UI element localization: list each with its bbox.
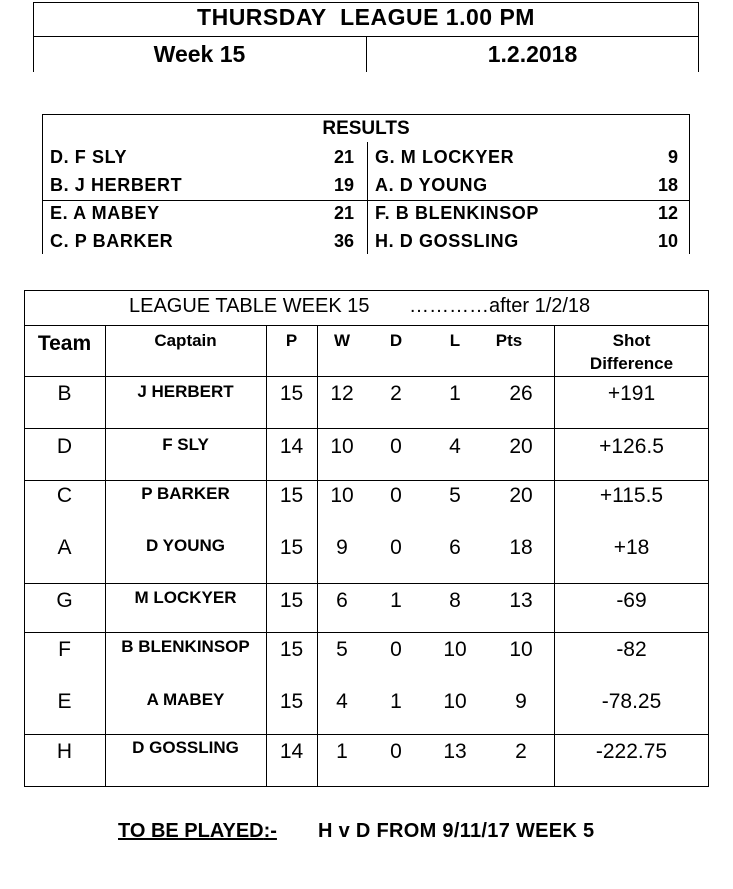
header-l: L xyxy=(449,331,461,350)
points-cell: 10 xyxy=(509,638,533,661)
team-cell: D xyxy=(56,435,73,458)
result-home-name: C. P BARKER xyxy=(50,231,174,251)
drawn-cell: 0 xyxy=(390,484,402,507)
captain-cell: D GOSSLING xyxy=(132,738,239,757)
result-away-name: G. M LOCKYER xyxy=(375,147,515,167)
captain-cell: D YOUNG xyxy=(145,536,226,555)
lost-cell: 5 xyxy=(449,484,461,507)
team-cell: H xyxy=(56,740,73,763)
league-title: THURSDAY LEAGUE 1.00 PM xyxy=(197,4,535,30)
result-home-score: 21 xyxy=(333,147,354,167)
lost-cell: 6 xyxy=(449,536,461,559)
result-away-score: 10 xyxy=(657,231,678,251)
league-table-subtitle: …………after 1/2/18 xyxy=(409,295,591,317)
team-cell: E xyxy=(57,690,72,713)
team-cell: B xyxy=(57,382,72,405)
won-cell: 10 xyxy=(330,435,354,458)
captain-cell: J HERBERT xyxy=(137,382,234,401)
won-cell: 5 xyxy=(336,638,348,661)
header-w: W xyxy=(333,331,351,350)
lost-cell: 1 xyxy=(449,382,461,405)
shot-diff-cell: +115.5 xyxy=(599,484,664,507)
result-away-name: F. B BLENKINSOP xyxy=(375,203,540,223)
result-home-name: E. A MABEY xyxy=(50,203,160,223)
result-home-name: D. F SLY xyxy=(50,147,128,167)
result-away-score: 18 xyxy=(657,175,678,195)
week-label: Week 15 xyxy=(153,41,246,67)
points-cell: 26 xyxy=(509,382,533,405)
shot-diff-cell: -78.25 xyxy=(601,690,662,713)
points-cell: 18 xyxy=(509,536,533,559)
drawn-cell: 0 xyxy=(390,536,402,559)
result-home-score: 21 xyxy=(333,203,354,223)
lost-cell: 4 xyxy=(449,435,461,458)
drawn-cell: 2 xyxy=(390,382,402,405)
team-cell: A xyxy=(57,536,72,559)
played-cell: 15 xyxy=(279,484,304,507)
results-title: RESULTS xyxy=(322,118,410,139)
header-p: P xyxy=(285,331,298,350)
captain-cell: P BARKER xyxy=(141,484,230,503)
to-be-played-separator: :- xyxy=(263,820,277,842)
won-cell: 12 xyxy=(330,382,354,405)
header-pts: Pts xyxy=(495,331,523,350)
result-home-score: 19 xyxy=(333,175,354,195)
drawn-cell: 0 xyxy=(390,638,402,661)
lost-cell: 8 xyxy=(449,589,461,612)
lost-cell: 10 xyxy=(443,638,467,661)
to-be-played-text: TO BE PLAYED xyxy=(118,820,264,842)
drawn-cell: 1 xyxy=(390,690,402,713)
played-cell: 15 xyxy=(279,638,304,661)
captain-cell: B BLENKINSOP xyxy=(121,637,250,656)
footer xyxy=(0,820,733,889)
won-cell: 1 xyxy=(336,740,348,763)
lost-cell: 13 xyxy=(443,740,467,763)
won-cell: 6 xyxy=(336,589,348,612)
played-cell: 14 xyxy=(279,740,304,763)
played-cell: 15 xyxy=(279,382,304,405)
shot-diff-cell: +191 xyxy=(607,382,656,405)
fixture-text: H v D FROM 9/11/17 WEEK 5 xyxy=(318,820,595,842)
won-cell: 10 xyxy=(330,484,354,507)
header-d: D xyxy=(389,331,403,350)
points-cell: 13 xyxy=(509,589,533,612)
date-label: 1.2.2018 xyxy=(487,41,578,67)
result-away-score: 12 xyxy=(657,203,678,223)
shot-diff-cell: +126.5 xyxy=(599,435,664,458)
team-cell: F xyxy=(58,638,71,661)
result-away-name: H. D GOSSLING xyxy=(375,231,519,251)
drawn-cell: 1 xyxy=(390,589,402,612)
team-cell: G xyxy=(56,589,73,612)
header-difference: Difference xyxy=(589,354,674,373)
points-cell: 20 xyxy=(509,484,533,507)
result-away-score: 9 xyxy=(667,147,678,167)
won-cell: 4 xyxy=(336,690,348,713)
captain-cell: F SLY xyxy=(162,435,209,454)
shot-diff-cell: +18 xyxy=(613,536,650,559)
played-cell: 14 xyxy=(279,435,304,458)
header-top-border xyxy=(33,2,699,3)
drawn-cell: 0 xyxy=(390,435,402,458)
league-table-title: LEAGUE TABLE WEEK 15 xyxy=(129,295,370,317)
result-home-score: 36 xyxy=(333,231,354,251)
header-shot: Shot xyxy=(612,331,651,350)
header-team: Team xyxy=(37,332,92,355)
lost-cell: 10 xyxy=(443,690,467,713)
played-cell: 15 xyxy=(279,589,304,612)
played-cell: 15 xyxy=(279,690,304,713)
played-cell: 15 xyxy=(279,536,304,559)
league-table xyxy=(24,290,709,787)
header-box xyxy=(33,2,699,72)
captain-cell: M LOCKYER xyxy=(134,588,237,607)
shot-diff-cell: -222.75 xyxy=(595,740,668,763)
results-box xyxy=(42,114,690,254)
result-home-name: B. J HERBERT xyxy=(50,175,183,195)
captain-cell: A MABEY xyxy=(146,690,225,709)
shot-diff-cell: -82 xyxy=(616,638,647,661)
drawn-cell: 0 xyxy=(390,740,402,763)
header-captain: Captain xyxy=(154,331,217,350)
to-be-played-label xyxy=(118,820,277,843)
points-cell: 2 xyxy=(515,740,527,763)
team-cell: C xyxy=(56,484,73,507)
points-cell: 9 xyxy=(515,690,527,713)
won-cell: 9 xyxy=(336,536,348,559)
points-cell: 20 xyxy=(509,435,533,458)
shot-diff-cell: -69 xyxy=(616,589,647,612)
result-away-name: A. D YOUNG xyxy=(375,175,488,195)
